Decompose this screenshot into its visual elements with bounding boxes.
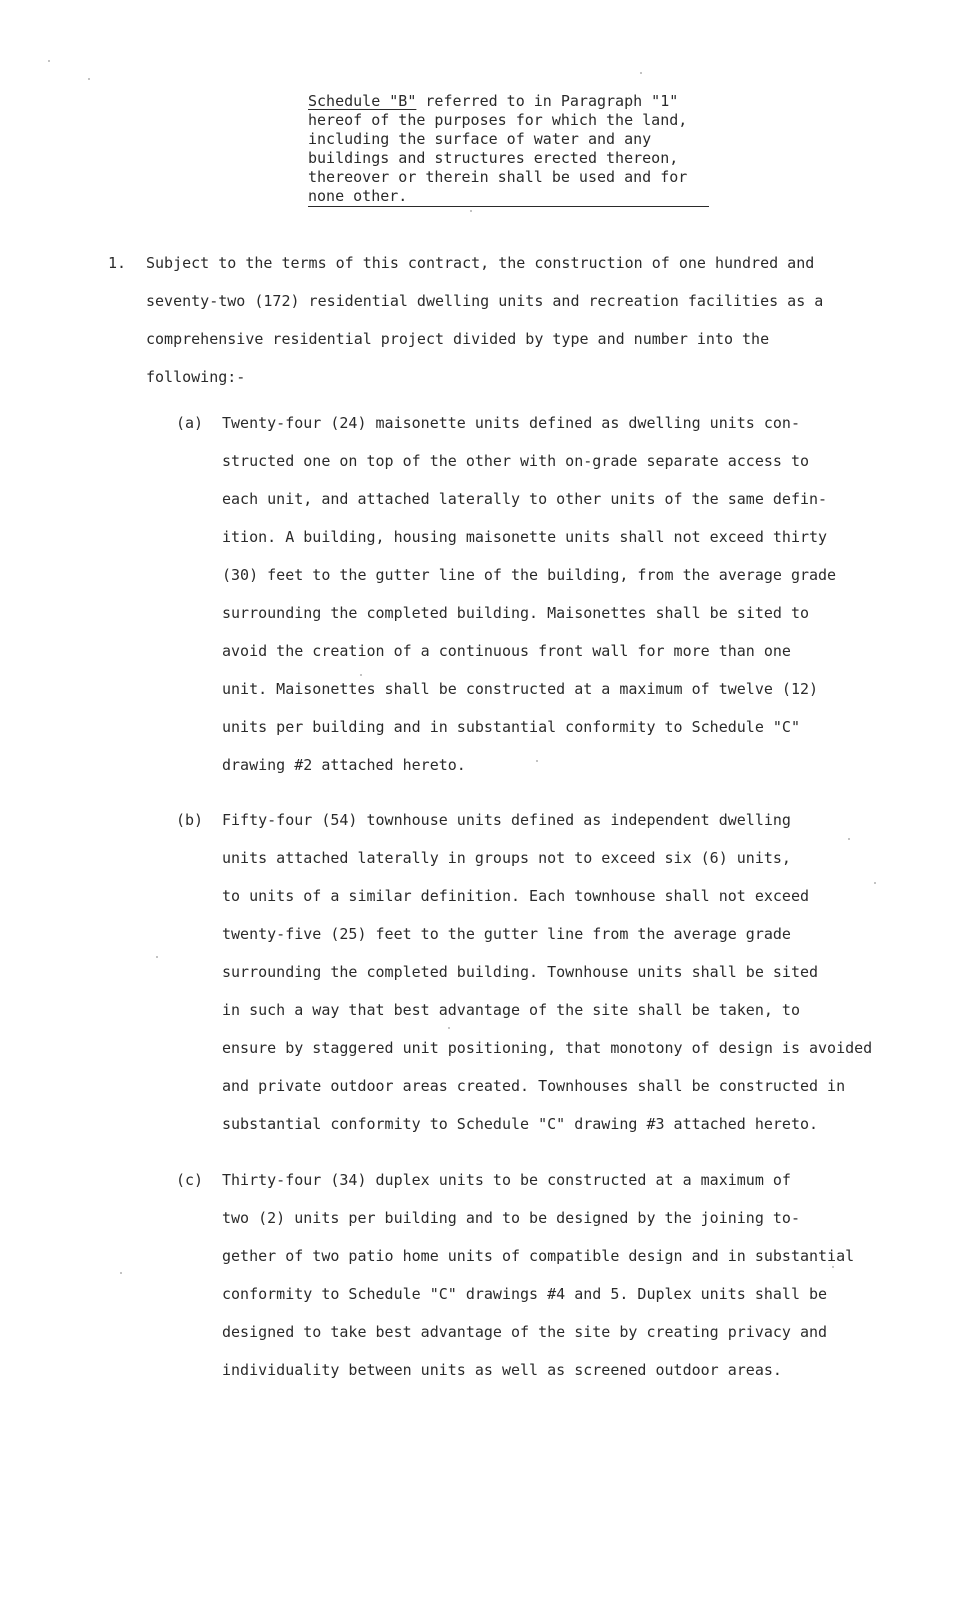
item-c-line: gether of two patio home units of compatible design and in substantial	[222, 1247, 855, 1265]
item-b-line: and private outdoor areas created. Townhouses shall be constructed in	[222, 1077, 846, 1095]
header-line-4: buildings and structures erected thereon,	[308, 149, 679, 167]
item-c-text	[222, 1161, 854, 1389]
item-a-line: structed one on top of the other with on-grade separate access to	[222, 452, 809, 470]
section-1-text	[146, 244, 823, 396]
item-a-line: surrounding the completed building. Maisonettes shall be sited to	[222, 604, 809, 622]
item-a-label: (a)	[176, 414, 204, 432]
scan-speck	[448, 1027, 450, 1029]
item-b-line: surrounding the completed building. Townhouse units shall be sited	[222, 963, 819, 981]
item-a-line: ition. A building, housing maisonette units shall not exceed thirty	[222, 528, 828, 546]
header-line-1-text: referred to in Paragraph "1"	[416, 92, 679, 110]
section-1-line: following:-	[146, 368, 246, 386]
header-line-6: none other.	[308, 187, 709, 207]
scan-speck	[156, 956, 158, 958]
item-b-label: (b)	[176, 811, 204, 829]
scan-speck	[832, 1266, 834, 1268]
item-a-line: (30) feet to the gutter line of the building, from the average grade	[222, 566, 837, 584]
item-a-line: units per building and in substantial conformity to Schedule "C"	[222, 718, 800, 736]
scan-speck	[360, 674, 362, 676]
section-1-line: Subject to the terms of this contract, the construction of one hundred and	[146, 254, 815, 272]
header-line-1	[308, 92, 710, 111]
item-b-line: twenty-five (25) feet to the gutter line from the average grade	[222, 925, 791, 943]
item-b-line: to units of a similar definition. Each townhouse shall not exceed	[222, 887, 809, 905]
header-line-2: hereof of the purposes for which the land,	[308, 111, 688, 129]
item-c-label: (c)	[176, 1171, 204, 1189]
scan-speck	[536, 760, 538, 762]
item-a-text	[222, 404, 836, 784]
item-c-line: designed to take best advantage of the site by creating privacy and	[222, 1323, 828, 1341]
scan-speck	[48, 60, 50, 62]
scan-speck	[640, 72, 642, 74]
item-a-line: Twenty-four (24) maisonette units defined as dwelling units con-	[222, 414, 800, 432]
section-number: 1.	[108, 254, 127, 272]
scan-speck	[88, 78, 90, 80]
item-a-line: drawing #2 attached hereto.	[222, 756, 466, 774]
schedule-header	[308, 92, 710, 207]
item-b-line: Fifty-four (54) townhouse units defined as independent dwelling	[222, 811, 791, 829]
item-b-text	[222, 801, 872, 1143]
item-c-line: conformity to Schedule "C" drawings #4 and 5. Duplex units shall be	[222, 1285, 828, 1303]
item-c-line: Thirty-four (34) duplex units to be constructed at a maximum of	[222, 1171, 791, 1189]
item-a-line: each unit, and attached laterally to other units of the same defin-	[222, 490, 828, 508]
scan-speck	[120, 1272, 122, 1274]
header-line-5: thereover or therein shall be used and for	[308, 168, 688, 186]
item-c-line: individuality between units as well as screened outdoor areas.	[222, 1361, 782, 1379]
section-1-line: seventy-two (172) residential dwelling units and recreation facilities as a	[146, 292, 824, 310]
scan-speck	[848, 838, 850, 840]
scan-speck	[470, 210, 472, 212]
item-c-line: two (2) units per building and to be designed by the joining to-	[222, 1209, 800, 1227]
item-b-line: in such a way that best advantage of the site shall be taken, to	[222, 1001, 800, 1019]
item-b-line: units attached laterally in groups not to exceed six (6) units,	[222, 849, 791, 867]
section-1-line: comprehensive residential project divided by type and number into the	[146, 330, 770, 348]
header-line-3: including the surface of water and any	[308, 130, 652, 148]
scan-speck	[874, 882, 876, 884]
item-a-line: unit. Maisonettes shall be constructed at a maximum of twelve (12)	[222, 680, 819, 698]
item-b-line: ensure by staggered unit positioning, that monotony of design is avoided	[222, 1039, 873, 1057]
item-b-line: substantial conformity to Schedule "C" drawing #3 attached hereto.	[222, 1115, 819, 1133]
item-a-line: avoid the creation of a continuous front wall for more than one	[222, 642, 791, 660]
schedule-reference: Schedule "B"	[308, 92, 417, 110]
